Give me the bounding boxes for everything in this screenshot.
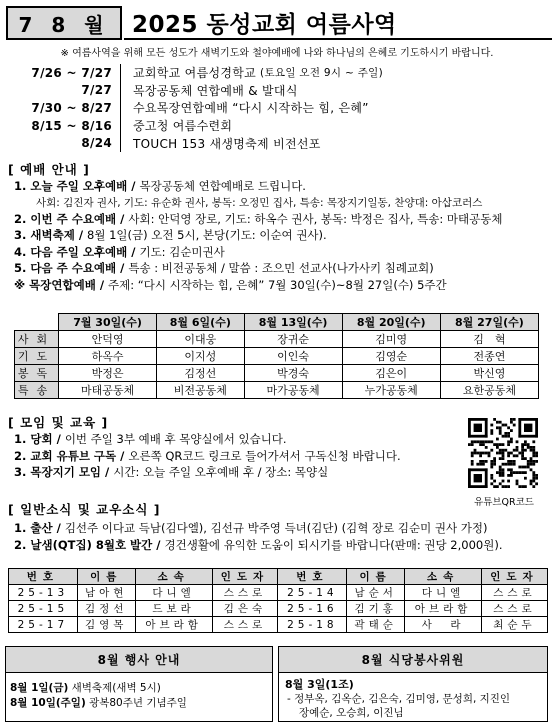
page-title: 2025 동성교회 여름사역 <box>132 12 397 38</box>
roster-role: 사회 <box>15 331 59 348</box>
newcomer-cell: 최순두 <box>481 617 547 633</box>
schedule-title: 목장공동체 연합예배 & 발대식 <box>133 83 298 98</box>
list-item <box>14 537 554 554</box>
roster-cell: 이인숙 <box>244 348 342 365</box>
roster-cell: 마태공동체 <box>59 382 157 399</box>
worship-roster-table <box>14 313 539 399</box>
schedule-row <box>10 117 550 135</box>
item-text: 오른쪽 QR코드 링크로 들어가셔서 구독신청 바랍니다. <box>128 448 401 463</box>
event-item <box>10 696 268 711</box>
newcomer-cell: 25-14 <box>278 585 347 601</box>
newcomer-row <box>9 617 548 633</box>
item-lead: 5. 다음 주 수요예배 / <box>14 261 129 275</box>
roster-cell: 김영순 <box>342 348 440 365</box>
newcomer-cell: 김은숙 <box>212 601 278 617</box>
roster-cell: 누가공동체 <box>342 382 440 399</box>
roster-row <box>15 331 539 348</box>
event-item <box>10 681 268 696</box>
newcomer-cell: 25-18 <box>278 617 347 633</box>
roster-row <box>15 382 539 399</box>
events-box <box>5 646 273 722</box>
schedule-title: TOUCH 153 새생명축제 비전선포 <box>133 136 321 151</box>
item-text: 이번 주일 3부 예배 후 목양실에서 있습니다. <box>64 432 287 446</box>
roster-cell: 안덕영 <box>59 331 157 348</box>
newcomers-table <box>8 568 548 633</box>
newcomer-cell: 스스로 <box>212 585 278 601</box>
news-list <box>14 520 554 553</box>
event-text: 새벽축제(새벽 5시) <box>68 682 161 694</box>
worship-list <box>14 178 548 293</box>
list-subline: 사회: 김진자 권사, 기도: 유순화 권사, 봉독: 오정민 집사, 특송: 목장지기일동, 찬양대: 아삽코러스 <box>36 196 483 209</box>
events-heading: 8월 행사 안내 <box>6 647 272 673</box>
newcomers-header: 이름 <box>347 569 405 585</box>
item-lead: 1. 당회 / <box>14 432 65 446</box>
roster-col-1: 7월 30일(수) <box>59 314 157 331</box>
roster-row <box>15 348 539 365</box>
schedule-title: 중고청 여름수련회 <box>133 119 233 134</box>
schedule-title: 수요목장연합예배 “다시 시작하는 힘, 은혜” <box>133 101 369 116</box>
item-text: 목장공동체 연합예배로 드립니다. <box>139 179 306 193</box>
list-item <box>14 277 548 294</box>
newcomer-cell: 드보라 <box>135 601 212 617</box>
list-item <box>14 448 474 465</box>
item-lead: 2. 이번 주 수요예배 / <box>14 211 129 226</box>
roster-cell: 박정은 <box>59 365 157 382</box>
notice-text: ※ 여름사역을 위해 모든 성도가 새벽기도와 철야예배에 나와 하나님의 은혜로 기도하시기 바랍니다. <box>60 48 494 59</box>
newcomer-cell: 아브라함 <box>135 617 212 633</box>
newcomer-cell: 스스로 <box>481 585 547 601</box>
schedule-row <box>10 99 550 117</box>
event-text: 광복80주년 기념주일 <box>85 697 187 709</box>
month-badge: 7 8 월 <box>6 6 122 40</box>
item-text: 경건생활에 유익한 도움이 되시기를 바랍니다(판매: 권당 2,000원). <box>164 537 503 552</box>
newcomers-header: 소속 <box>405 569 482 585</box>
meeting-list <box>14 431 474 481</box>
newcomers-header: 인도자 <box>212 569 278 585</box>
kitchen-date: 8월 3일(1조) <box>285 678 354 691</box>
schedule-text <box>120 134 321 152</box>
newcomer-cell: 25-15 <box>9 601 78 617</box>
qr-caption: 유튜브QR코드 <box>474 497 534 508</box>
newcomers-header: 번호 <box>9 569 78 585</box>
roster-corner <box>15 314 59 331</box>
roster-cell: 비전공동체 <box>157 382 244 399</box>
news-heading: [ 일반소식 및 교우소식 ] <box>8 502 161 517</box>
summer-schedule <box>10 64 550 152</box>
newcomer-cell: 25-13 <box>9 585 78 601</box>
item-lead: 3. 새벽축제 / <box>14 228 88 242</box>
roster-cell: 전종연 <box>440 348 538 365</box>
schedule-date: 7/26 ~ 7/27 <box>31 65 112 80</box>
newcomer-cell: 곽태순 <box>347 617 405 633</box>
newcomer-cell: 김기홍 <box>347 601 405 617</box>
newcomer-cell: 스스로 <box>212 617 278 633</box>
item-text: 김선주 이다교 득남(김다엘), 김선규 박주영 득녀(김단) (김혁 장로 김순미 권사 가정) <box>64 521 488 535</box>
kitchen-heading: 8월 식당봉사위원 <box>279 647 547 673</box>
schedule-text <box>120 117 232 135</box>
item-lead: 2. 교회 유튜브 구독 / <box>14 448 129 463</box>
meeting-heading: [ 모임 및 교육 ] <box>8 415 109 430</box>
schedule-date: 8/24 <box>81 136 112 151</box>
schedule-title: 교회학교 여름성경학교 <box>133 66 257 81</box>
item-text: 주제: “다시 시작하는 힘, 은혜” 7월 30일(수)~8월 27일(수) 5주간 <box>108 277 447 292</box>
newcomer-cell: 스스로 <box>481 601 547 617</box>
item-text: 사회: 안덕영 장로, 기도: 하옥수 권사, 봉독: 박정은 집사, 특송: 마태공동체 <box>128 211 503 226</box>
title-underline <box>124 38 552 40</box>
roster-cell: 하옥수 <box>59 348 157 365</box>
roster-role: 특송 <box>15 382 59 399</box>
roster-cell: 이지성 <box>157 348 244 365</box>
kitchen-members-line2: 장예순, 오승희, 이진님 <box>299 707 404 719</box>
item-lead: 4. 다음 주일 오후예배 / <box>14 244 140 259</box>
list-item <box>14 431 474 448</box>
list-item <box>14 178 548 195</box>
item-lead: 3. 목장지기 모임 / <box>14 465 114 479</box>
list-item <box>14 520 554 537</box>
roster-cell: 김 혁 <box>440 331 538 348</box>
newcomers-header: 번호 <box>278 569 347 585</box>
newcomer-cell: 김영목 <box>77 617 135 633</box>
roster-role: 기도 <box>15 348 59 365</box>
roster-col-3: 8월 13일(수) <box>244 314 342 331</box>
roster-col-5: 8월 27일(수) <box>440 314 538 331</box>
roster-cell: 김은이 <box>342 365 440 382</box>
newcomers-header: 이름 <box>77 569 135 585</box>
schedule-row <box>10 134 550 152</box>
roster-cell: 마가공동체 <box>244 382 342 399</box>
roster-header-row <box>15 314 539 331</box>
item-text: 시간: 오늘 주일 오후예배 후 / 장소: 목양실 <box>113 465 329 479</box>
roster-role: 봉독 <box>15 365 59 382</box>
list-item <box>14 227 548 244</box>
newcomer-row <box>9 585 548 601</box>
newcomer-row <box>9 601 548 617</box>
newcomer-cell: 사 라 <box>405 617 482 633</box>
event-date: 8월 10일(주일) <box>10 697 86 709</box>
kitchen-box <box>278 646 548 722</box>
roster-cell: 박경숙 <box>244 365 342 382</box>
item-lead: ※ 목장연합예배 / <box>14 277 109 292</box>
newcomer-cell: 25-16 <box>278 601 347 617</box>
newcomers-header-row <box>9 569 548 585</box>
roster-cell: 김미영 <box>342 331 440 348</box>
roster-cell: 김정선 <box>157 365 244 382</box>
list-item <box>14 464 474 481</box>
item-lead: 1. 출산 / <box>14 521 65 535</box>
item-lead: 2. 날샘(QT집) 8월호 발간 / <box>14 537 165 552</box>
schedule-text <box>120 64 383 82</box>
worship-heading: [ 예배 안내 ] <box>8 162 90 177</box>
roster-cell: 장귀순 <box>244 331 342 348</box>
newcomers-header: 인도자 <box>481 569 547 585</box>
item-text: 8월 1일(금) 오전 5시, 본당(기도: 이순여 권사). <box>87 228 327 242</box>
newcomer-cell: 김정선 <box>77 601 135 617</box>
roster-row <box>15 365 539 382</box>
schedule-text <box>120 99 369 117</box>
schedule-date: 7/27 <box>81 83 112 98</box>
schedule-date: 8/15 ~ 8/16 <box>31 118 112 133</box>
schedule-row <box>10 82 550 100</box>
youtube-qr-code[interactable] <box>468 418 538 488</box>
item-text: 특송 : 비전공동체 / 말씀 : 조으민 선교사(나가사키 침례교회) <box>128 261 434 275</box>
item-lead: 1. 오늘 주일 오후예배 / <box>14 179 140 193</box>
item-text: 기도: 김순미권사 <box>139 244 225 259</box>
schedule-date: 7/30 ~ 8/27 <box>31 100 112 115</box>
roster-col-2: 8월 6일(수) <box>157 314 244 331</box>
kitchen-members-line1: - 정부옥, 김옥순, 김은숙, 김미영, 문성희, 지진인 <box>287 693 511 705</box>
list-item <box>14 260 548 277</box>
newcomers-header: 소속 <box>135 569 212 585</box>
list-item <box>14 211 548 228</box>
schedule-row <box>10 64 550 82</box>
newcomer-cell: 다니엘 <box>135 585 212 601</box>
newcomer-cell: 남아현 <box>77 585 135 601</box>
newcomer-cell: 다니엘 <box>405 585 482 601</box>
newcomer-cell: 아브라함 <box>405 601 482 617</box>
roster-cell: 박신영 <box>440 365 538 382</box>
event-date: 8월 1일(금) <box>10 682 69 694</box>
roster-cell: 요한공동체 <box>440 382 538 399</box>
newcomer-cell: 25-17 <box>9 617 78 633</box>
roster-cell: 이대웅 <box>157 331 244 348</box>
schedule-sub: (토요일 오전 9시 ~ 주일) <box>260 67 384 80</box>
schedule-text <box>120 82 298 100</box>
list-item <box>14 244 548 261</box>
newcomer-cell: 남순서 <box>347 585 405 601</box>
roster-col-4: 8월 20일(수) <box>342 314 440 331</box>
